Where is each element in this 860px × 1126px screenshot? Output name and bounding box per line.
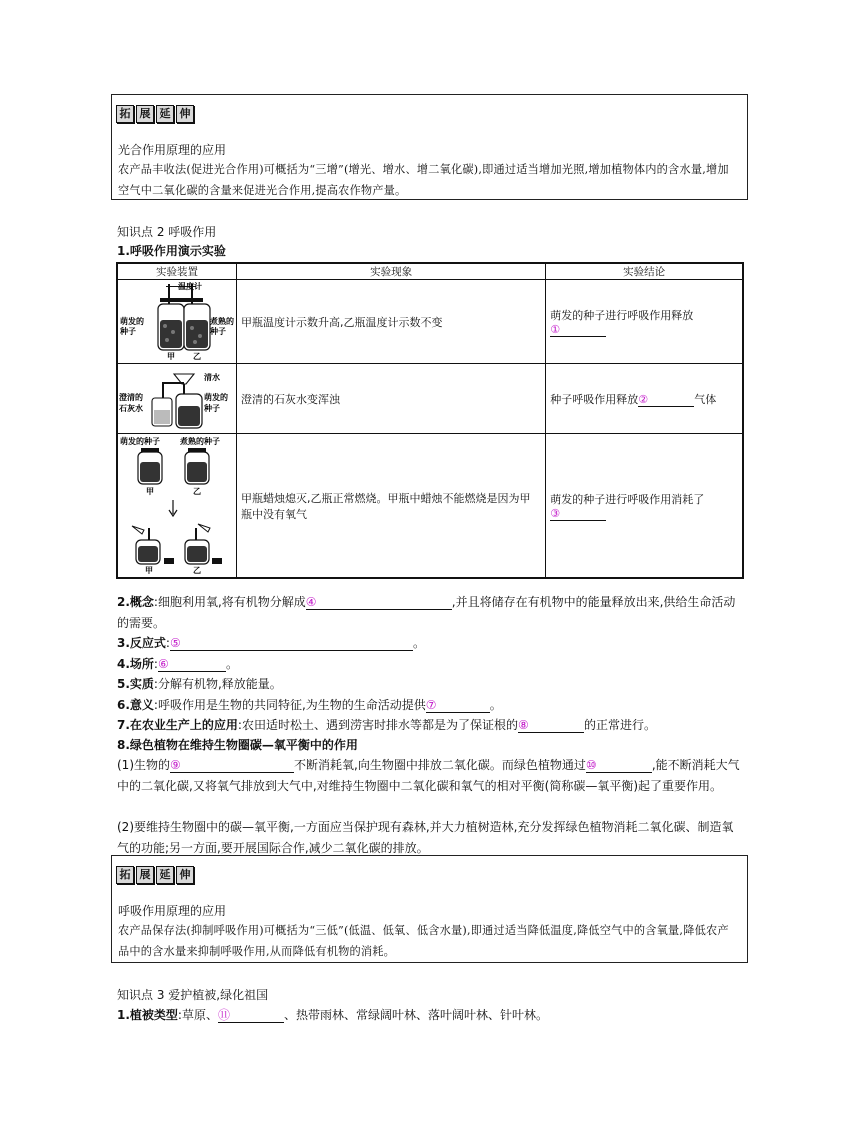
item-label: 3.反应式 bbox=[117, 636, 166, 650]
item-label: 7.在农业生产上的应用 bbox=[117, 718, 238, 732]
item-text: :细胞利用氧,将有机物分解成 bbox=[153, 595, 306, 609]
table-header-row bbox=[117, 263, 743, 280]
figure-label: 煮熟的种子 bbox=[180, 437, 220, 446]
figure-label: 乙 bbox=[193, 487, 201, 496]
essence-item bbox=[117, 674, 282, 694]
extension-badge bbox=[116, 105, 194, 123]
table-header-cell: 实验装置 bbox=[117, 263, 237, 280]
item-label: 2.概念 bbox=[117, 595, 154, 609]
figure-label: 种子 bbox=[120, 327, 136, 336]
table-row bbox=[117, 364, 743, 434]
item-label: 6.意义 bbox=[117, 698, 154, 712]
item-text: 不断消耗氧,向生物圈中排放二氧化碳。而绿色植物通过 bbox=[294, 758, 586, 772]
item-text: 的正常进行。 bbox=[583, 718, 656, 732]
answer-blank-8[interactable]: ⑧ bbox=[518, 718, 584, 733]
candle-apparatus-icon bbox=[118, 434, 236, 574]
extension-box-photosynthesis bbox=[111, 94, 748, 200]
figure-label: 种子 bbox=[210, 327, 226, 336]
item-text: : bbox=[165, 636, 170, 650]
answer-blank-5[interactable]: ⑤ bbox=[170, 636, 413, 651]
extension-title: 光合作用原理的应用 bbox=[118, 143, 227, 157]
badge-char: 伸 bbox=[176, 105, 194, 123]
figure-label: 甲 bbox=[167, 352, 175, 360]
item-label: 1.植被类型 bbox=[117, 1008, 178, 1022]
extension-box-respiration bbox=[111, 855, 748, 963]
apparatus-figure-thermometer bbox=[117, 280, 237, 364]
section-heading-kp2: 知识点 2 呼吸作用 bbox=[117, 225, 217, 239]
badge-char: 展 bbox=[136, 105, 154, 123]
conclusion-cell bbox=[546, 434, 743, 579]
item-text: 、热带雨林、常绿阔叶林、落叶阔叶林、针叶林。 bbox=[283, 1008, 548, 1022]
agriculture-item bbox=[117, 715, 656, 735]
conclusion-cell bbox=[546, 364, 743, 434]
answer-blank-1[interactable]: ① bbox=[550, 323, 606, 337]
badge-char: 拓 bbox=[116, 866, 134, 884]
balance-paragraph-2: (2)要维持生物圈中的碳—氧平衡,一方面应当保护现有森林,并大力植树造林,充分发挥绿色植物消耗二氧化碳、制造氧气的功能;另一方面,要开展国际合作,减少二氧化碳的排放。 bbox=[117, 820, 734, 855]
table-row bbox=[117, 280, 743, 364]
item-text: :农田适时松土、遇到涝害时排水等都是为了保证根的 bbox=[237, 718, 518, 732]
badge-char: 延 bbox=[156, 105, 174, 123]
experiment-table bbox=[116, 262, 744, 579]
phenomenon-cell: 甲瓶蜡烛熄灭,乙瓶正常燃烧。甲瓶中蜡烛不能燃烧是因为甲瓶中没有氧气 bbox=[237, 434, 546, 579]
item-text: :呼吸作用是生物的共同特征,为生物的生命活动提供 bbox=[153, 698, 426, 712]
figure-label: 萌发的 bbox=[204, 393, 228, 402]
extension-title: 呼吸作用原理的应用 bbox=[118, 904, 227, 918]
conclusion-text: 萌发的种子进行呼吸作用消耗了 bbox=[550, 492, 705, 506]
section-heading-kp3: 知识点 3 爱护植被,绿化祖国 bbox=[117, 988, 269, 1002]
item-label: 5.实质 bbox=[117, 677, 154, 691]
meaning-item bbox=[117, 695, 502, 715]
figure-label: 种子 bbox=[204, 404, 220, 413]
subheading-experiment: 1.呼吸作用演示实验 bbox=[117, 244, 226, 258]
extension-badge bbox=[116, 866, 194, 884]
figure-label: 清水 bbox=[204, 373, 220, 382]
phenomenon-cell: 澄清的石灰水变浑浊 bbox=[237, 364, 546, 434]
answer-blank-6[interactable]: ⑥ bbox=[158, 657, 226, 672]
badge-char: 拓 bbox=[116, 105, 134, 123]
conclusion-text: 种子呼吸作用释放 bbox=[550, 392, 639, 406]
table-row bbox=[117, 434, 743, 579]
answer-blank-4[interactable]: ④ bbox=[306, 595, 452, 610]
conclusion-cell bbox=[546, 280, 743, 364]
badge-char: 展 bbox=[136, 866, 154, 884]
figure-label: 煮熟的 bbox=[210, 317, 234, 326]
apparatus-figure-candle bbox=[117, 434, 237, 579]
figure-label: 石灰水 bbox=[119, 404, 143, 413]
badge-char: 伸 bbox=[176, 866, 194, 884]
answer-blank-9[interactable]: ⑨ bbox=[170, 758, 294, 773]
answer-blank-3[interactable]: ③ bbox=[550, 507, 606, 521]
figure-label: 甲 bbox=[146, 487, 154, 496]
item-label: 4.场所 bbox=[117, 657, 154, 671]
conclusion-text: 气体 bbox=[694, 392, 717, 406]
item-text: 。 bbox=[225, 657, 238, 671]
balance-heading: 8.绿色植物在维持生物圈碳—氧平衡中的作用 bbox=[117, 738, 358, 752]
concept-item bbox=[117, 592, 743, 633]
item-text: ,能不断消耗大气中的二氧化碳,又将氧气排放到大气中,对维持生物圈中二氧化碳和氧气的相对平衡(简称碳—氧平衡)起了重要作用。 bbox=[117, 758, 740, 793]
item-text: :草原、 bbox=[177, 1008, 218, 1022]
balance-paragraph-1 bbox=[117, 755, 743, 796]
extension-text: 农产品丰收法(促进光合作用)可概括为“三增”(增光、增水、增二氧化碳),即通过适当增加光照,增加植物体内的含水量,增加空气中二氧化碳的含量来促进光合作用,提高农作物产量。 bbox=[118, 163, 729, 197]
item-text: :分解有机物,释放能量。 bbox=[153, 677, 282, 691]
answer-blank-11[interactable]: ⑪ bbox=[218, 1008, 284, 1023]
figure-label: 甲 bbox=[145, 566, 153, 574]
table-header-cell: 实验现象 bbox=[237, 263, 546, 280]
answer-blank-7[interactable]: ⑦ bbox=[426, 698, 490, 713]
conclusion-text: 萌发的种子进行呼吸作用释放 bbox=[550, 308, 694, 322]
answer-blank-10[interactable]: ⑩ bbox=[586, 758, 652, 773]
item-text: 。 bbox=[489, 698, 502, 712]
badge-char: 延 bbox=[156, 866, 174, 884]
limewater-apparatus-icon bbox=[118, 364, 236, 430]
figure-label: 萌发的 bbox=[120, 317, 144, 326]
site-item bbox=[117, 654, 238, 674]
phenomenon-cell: 甲瓶温度计示数升高,乙瓶温度计示数不变 bbox=[237, 280, 546, 364]
item-text: : bbox=[153, 657, 158, 671]
vegetation-item bbox=[117, 1005, 548, 1025]
item-text: ,并且将储存在有机物中的能量释放出来,供给生命活动的需要。 bbox=[117, 595, 736, 630]
item-text: (1)生物的 bbox=[117, 758, 170, 772]
extension-text: 农产品保存法(抑制呼吸作用)可概括为“三低”(低温、低氧、低含水量),即通过适当降低温度,降低空气中的含氧量,降低农产品中的含水量来抑制呼吸作用,从而降低有机物的消耗。 bbox=[118, 924, 729, 958]
table-header-cell: 实验结论 bbox=[546, 263, 743, 280]
figure-label: 乙 bbox=[193, 352, 201, 360]
figure-label: 温度计 bbox=[178, 282, 202, 291]
figure-label: 澄清的 bbox=[119, 393, 143, 402]
figure-label: 萌发的种子 bbox=[120, 437, 160, 446]
apparatus-figure-limewater bbox=[117, 364, 237, 434]
answer-blank-2[interactable]: ② bbox=[638, 393, 694, 407]
item-text: 。 bbox=[412, 636, 425, 650]
figure-label: 乙 bbox=[193, 566, 201, 574]
thermometer-apparatus-icon bbox=[118, 280, 236, 360]
equation-item bbox=[117, 633, 425, 653]
